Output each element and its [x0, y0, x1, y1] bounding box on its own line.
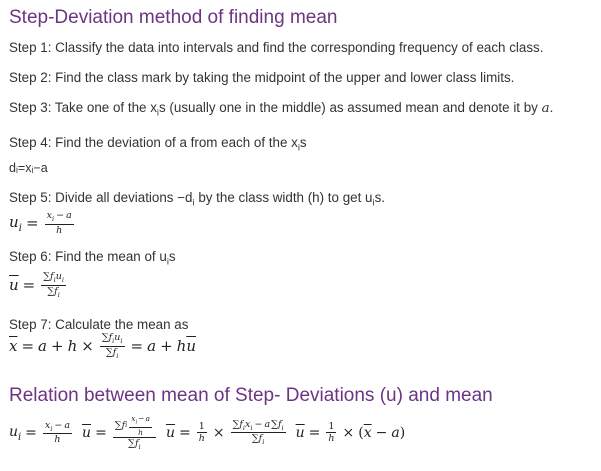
step-4-text	[9, 135, 307, 153]
fraction-sum-fu-over-sum-f	[41, 272, 66, 298]
step-5-sub-2: i	[372, 197, 375, 208]
step-7-text: Step 7: Calculate the mean as	[9, 317, 189, 332]
step-1-text: Step 1: Classify the data into intervals and find the corresponding frequency of each class.	[9, 40, 544, 55]
formula-u-var: $u_i$	[9, 212, 23, 234]
x-bar-var: $\overline{x}$	[9, 337, 18, 356]
step-5-part-2: by the class width (h) to get u	[194, 190, 373, 205]
step-5-part-1: Step 5: Divide all deviations −d	[9, 190, 193, 205]
step-5-part-3: s.	[374, 190, 385, 205]
step-3-part-2: s (usually one in the middle) as assumed mean and denote it by	[159, 100, 542, 115]
step-3-sub: i	[156, 107, 159, 118]
step-6-text	[9, 249, 176, 267]
step-5-text	[9, 190, 385, 208]
fraction-one-over-h: $\frac{1}{h}$	[328, 420, 335, 445]
fraction-numerator: $\sum f_iu_i$	[43, 271, 64, 284]
formula-relation: $u_i$ = $\frac{x_i - a}{h}$ $\overline{u}$ = ∑ f i $\frac{x_i-a}{h}$ $\sum f_i$ $\overline{u}$ = $\frac{1}{h}$ × $\frac{\sum f_ix_i - a\sum f_i}{\sum f_i}$ $\overline{u}$ = $\frac{1}{h}$ × ( $\overline{x}$ − a )	[9, 414, 406, 452]
step-4-sub: i	[297, 142, 300, 153]
step-3-text: Step 3: Take one of the $x_is$ (usually one in the middle) as assumed mean and denote it by a.	[9, 100, 554, 118]
step-2-text: Step 2: Find the class mark by taking the midpoint of the upper and lower class limits.	[9, 70, 515, 85]
fraction-xi-minus-a-over-h: $\frac{x_i - a}{h}$	[44, 419, 71, 446]
fraction-numerator: $x_i - a$	[46, 210, 72, 223]
fraction-one-over-h: $\frac{1}{h}$	[198, 420, 205, 445]
fraction-denominator: h	[56, 224, 63, 236]
step-6-part-1: Step 6: Find the mean of u	[9, 249, 167, 264]
formula-u-bar	[9, 272, 68, 298]
step-3-part-1: Step 3: Take one of the x	[9, 100, 157, 115]
step-3-var: a	[541, 101, 550, 116]
page-title: Step-Deviation method of finding mean	[9, 7, 338, 28]
step-5-sub: i	[192, 197, 195, 208]
fraction-sum-f-times-dev-over-sum-f: ∑ f i $\frac{x_i-a}{h}$ $\sum f_i$	[113, 415, 156, 451]
equals-sign: =	[26, 214, 39, 233]
u-bar-var: $\overline{u}$	[9, 276, 19, 295]
step-4-part-2: s	[299, 135, 307, 150]
formula-x-bar: $\overline{x}$ = a + h × $\frac{\sum f_iu_i}{\sum f_i}$ = a + h $\overline{u}$	[9, 332, 196, 360]
step-6-sub: i	[166, 256, 169, 267]
fraction-sum-fx-minus-a-sum-f-over-sum-f: $\frac{\sum f_ix_i - a\sum f_i}{\sum f_i}$	[232, 418, 284, 447]
formula-u-i	[9, 211, 76, 235]
section-2-title: Relation between mean of Step- Deviations (u) and mean	[9, 385, 493, 406]
fraction-denominator: $\sum f_i$	[47, 285, 60, 299]
step-4-formula: dᵢ=xᵢ−a	[9, 161, 48, 175]
step-6-part-2: s	[168, 249, 176, 264]
equals-sign: =	[22, 276, 36, 295]
fraction-sum-fu-over-sum-f: $\frac{\sum f_iu_i}{\sum f_i}$	[101, 332, 123, 360]
fraction-xi-minus-a-over-h	[45, 211, 74, 235]
step-4-part-1: Step 4: Find the deviation of a from each of the x	[9, 135, 298, 150]
